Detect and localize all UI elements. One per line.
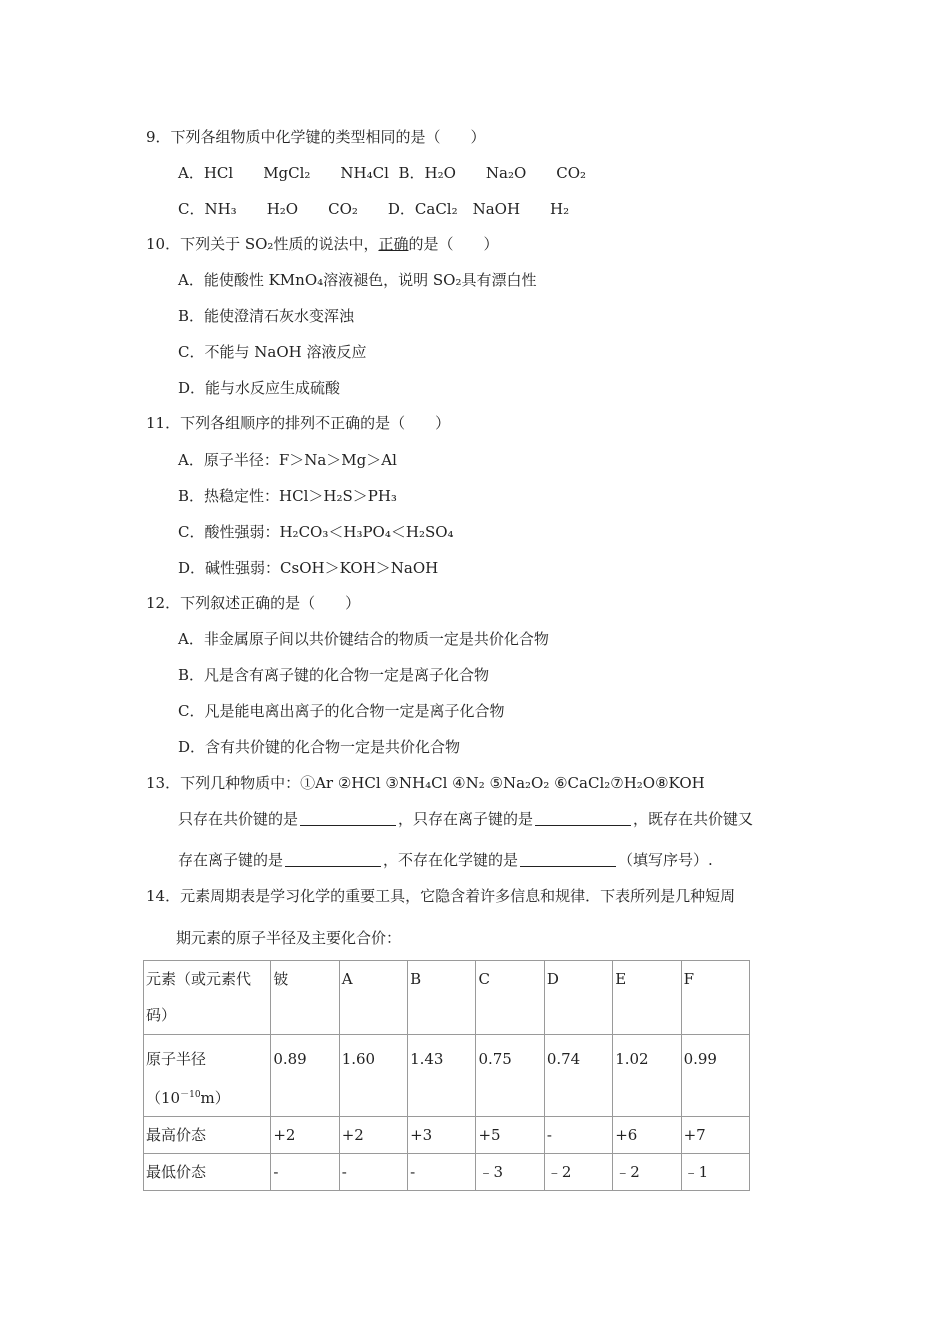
q12-option-d: D．含有共价键的化合物一定是共价化合物: [178, 738, 461, 756]
answer-blank-no-bond[interactable]: [520, 852, 616, 867]
max-valence-label: 最高价态: [144, 1117, 271, 1154]
element-cell: F: [681, 961, 749, 1035]
element-cell: C: [476, 961, 544, 1035]
answer-blank-ionic[interactable]: [535, 811, 631, 826]
min-valence-label: 最低价态: [144, 1154, 271, 1191]
q12-option-c: C．凡是能电离出离子的化合物一定是离子化合物: [178, 702, 505, 720]
answer-blank-both[interactable]: [285, 852, 381, 867]
radius-unit: [146, 1077, 268, 1116]
q11-option-a: A．原子半径：F＞Na＞Mg＞Al: [178, 451, 397, 469]
table-row-elements: [144, 961, 750, 1035]
q13-both-label: ，既存在共价键又: [633, 810, 754, 828]
table-row-max-valence: [144, 1117, 750, 1154]
radius-cell: 0.89: [271, 1035, 339, 1117]
radius-unit-suffix: m）: [200, 1089, 230, 1107]
radius-unit-prefix: （10: [146, 1089, 181, 1107]
q14-stem-line2: 期元素的原子半径及主要化合价：: [176, 929, 402, 947]
q10-stem-emphasis: 正确: [378, 235, 409, 253]
radius-unit-exponent: －10: [180, 1090, 201, 1100]
q10-stem-prefix: 10．下列关于 SO₂性质的说法中，: [146, 235, 379, 253]
min-valence-cell: ﹣1: [681, 1154, 749, 1191]
max-valence-cell: +5: [476, 1117, 544, 1154]
q13-line1: [178, 809, 753, 829]
q13-covalent-only-label: 只存在共价键的是: [178, 810, 299, 828]
min-valence-cell: -: [271, 1154, 339, 1191]
max-valence-cell: +2: [339, 1117, 407, 1154]
q10-stem-suffix: 的是（ ）: [408, 235, 499, 253]
q12-stem: 12．下列叙述正确的是（ ）: [146, 594, 361, 612]
max-valence-cell: +2: [271, 1117, 339, 1154]
q12-option-b: B．凡是含有离子键的化合物一定是离子化合物: [178, 666, 490, 684]
radius-cell: 1.43: [408, 1035, 476, 1117]
min-valence-cell: -: [339, 1154, 407, 1191]
min-valence-cell: -: [408, 1154, 476, 1191]
radius-cell: 1.60: [339, 1035, 407, 1117]
element-cell: B: [408, 961, 476, 1035]
q11-stem: 11．下列各组顺序的排列不正确的是（ ）: [146, 414, 451, 432]
max-valence-cell: +6: [613, 1117, 681, 1154]
q11-option-b: B．热稳定性：HCl＞H₂S＞PH₃: [178, 487, 397, 505]
q10-option-a: A．能使酸性 KMnO₄溶液褪色，说明 SO₂具有漂白性: [178, 271, 537, 289]
max-valence-cell: -: [544, 1117, 612, 1154]
q12-option-a: A．非金属原子间以共价键结合的物质一定是共价化合物: [178, 630, 549, 648]
q10-option-d: D．能与水反应生成硫酸: [178, 379, 341, 397]
q10-stem: [146, 234, 498, 254]
radius-cell: 0.99: [681, 1035, 749, 1117]
q11-option-c: C．酸性强弱：H₂CO₃＜H₃PO₄＜H₂SO₄: [178, 523, 454, 541]
q10-option-c: C．不能与 NaOH 溶液反应: [178, 343, 367, 361]
element-cell: 铍: [271, 961, 339, 1035]
q13-both-label-cont: 存在离子键的是: [178, 851, 284, 869]
q14-stem-line1: 14．元素周期表是学习化学的重要工具，它隐含着许多信息和规律．下表所列是几种短周: [146, 887, 736, 905]
radius-cell: 0.74: [544, 1035, 612, 1117]
q13-ionic-only-label: ，只存在离子键的是: [398, 810, 534, 828]
element-data-table: [143, 960, 750, 1191]
element-cell: A: [339, 961, 407, 1035]
q9-stem: 9．下列各组物质中化学键的类型相同的是（ ）: [146, 128, 486, 146]
max-valence-cell: +3: [408, 1117, 476, 1154]
radius-label: 原子半径: [146, 1050, 207, 1068]
min-valence-cell: ﹣2: [613, 1154, 681, 1191]
min-valence-cell: ﹣2: [544, 1154, 612, 1191]
radius-cell: 0.75: [476, 1035, 544, 1117]
q13-instruction: （填写序号）.: [618, 851, 713, 869]
q13-stem: 13．下列几种物质中：①Ar ②HCl ③NH₄Cl ④N₂ ⑤Na₂O₂ ⑥CaCl₂⑦H₂O⑧KOH: [146, 774, 705, 792]
q9-options-ab: A．HCl MgCl₂ NH₄Cl B．H₂O Na₂O CO₂: [178, 164, 587, 182]
q13-no-bond-label: ，不存在化学键的是: [383, 851, 519, 869]
answer-blank-covalent[interactable]: [300, 811, 396, 826]
q11-option-d: D．碱性强弱：CsOH＞KOH＞NaOH: [178, 559, 439, 577]
q10-option-b: B．能使澄清石灰水变浑浊: [178, 307, 355, 325]
max-valence-cell: +7: [681, 1117, 749, 1154]
header-label: 元素（或元素代码）: [144, 961, 271, 1035]
q9-options-cd: C．NH₃ H₂O CO₂ D．CaCl₂ NaOH H₂: [178, 200, 570, 218]
radius-cell: 1.02: [613, 1035, 681, 1117]
table-row-radius: [144, 1035, 750, 1117]
radius-label-cell: [144, 1035, 271, 1117]
q13-line2: [178, 850, 713, 870]
element-cell: D: [544, 961, 612, 1035]
min-valence-cell: ﹣3: [476, 1154, 544, 1191]
table-row-min-valence: [144, 1154, 750, 1191]
element-cell: E: [613, 961, 681, 1035]
